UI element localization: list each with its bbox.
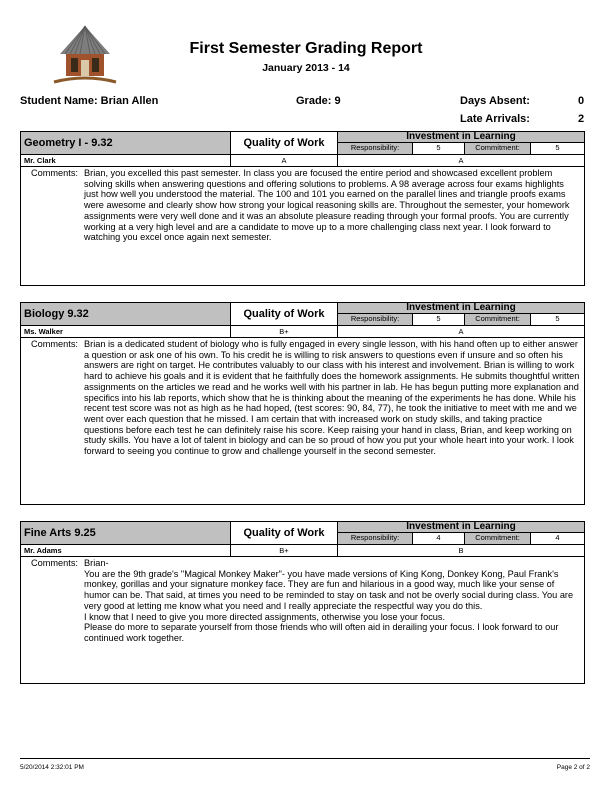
course-name: Fine Arts 9.25 — [21, 522, 231, 544]
comment-paragraph: Please do more to separate yourself from those friends who will often aid in derailing your focus. I look forward to our continued work together. — [84, 622, 559, 643]
responsibility-label: Responsibility: — [338, 533, 413, 544]
course-name: Geometry I - 9.32 — [21, 132, 231, 154]
investment-grade: B — [458, 546, 464, 555]
comments-block — [21, 557, 584, 644]
page-subtitle: January 2013 - 14 — [262, 62, 350, 74]
comments-block — [21, 338, 584, 457]
student-grade: Grade: 9 — [296, 95, 341, 107]
comments-label: Comments: — [31, 339, 78, 349]
comment-paragraph: I know that I need to give you more directed assignments, otherwise you lose your focus. — [84, 611, 446, 622]
responsibility-score: 5 — [413, 314, 465, 325]
teacher-name: Mr. Adams — [21, 545, 231, 556]
comments-label: Comments: — [31, 558, 78, 568]
school-house-logo-icon — [50, 24, 120, 92]
late-arrivals-value: 2 — [578, 113, 585, 125]
responsibility-score: 4 — [413, 533, 465, 544]
page-title: First Semester Grading Report — [189, 40, 423, 57]
commitment-label: Commitment: — [465, 314, 531, 325]
comment-paragraph: Brian- — [84, 558, 109, 568]
quality-grade: B+ — [231, 326, 338, 337]
course-section-fine-arts — [20, 521, 585, 684]
footer-datetime: 5/20/2014 2:32:01 PM — [20, 764, 84, 771]
quality-grade: B+ — [231, 545, 338, 556]
late-arrivals-label: Late Arrivals: — [460, 113, 530, 125]
course-name: Biology 9.32 — [21, 303, 231, 325]
commitment-score: 4 — [555, 533, 560, 542]
course-section-geometry — [20, 131, 585, 286]
quality-of-work-header: Quality of Work — [231, 132, 338, 154]
teacher-name: Mr. Clark — [21, 155, 231, 166]
responsibility-label: Responsibility: — [338, 143, 413, 154]
days-absent-label: Days Absent: — [460, 95, 530, 107]
student-name: Student Name: Brian Allen — [20, 95, 159, 107]
comment-paragraph: You are the 9th grade's "Magical Monkey Maker"- you have made versions of King Kong, Donkey Kong, Paul Frank's monkey, gorillas and your signature monkey face. They are fun and hilarious in a good way, much like your sense of humor can be. That said, at times you need to be reminded to stay on task and not be overly social during class. You are very good at letting me know what you need and I really appreciate the respectful way you do this. — [84, 568, 574, 611]
investment-grade: A — [458, 156, 464, 165]
quality-of-work-header: Quality of Work — [231, 303, 338, 325]
commitment-label: Commitment: — [465, 533, 531, 544]
comments-block — [21, 167, 584, 243]
footer-page-number: Page 2 of 2 — [556, 764, 590, 771]
investment-header: Investment in Learning — [338, 303, 584, 314]
investment-grade: A — [458, 327, 464, 336]
responsibility-label: Responsibility: — [338, 314, 413, 325]
comments-label: Comments: — [31, 168, 78, 178]
teacher-name: Ms. Walker — [21, 326, 231, 337]
commitment-score: 5 — [555, 314, 560, 323]
quality-of-work-header: Quality of Work — [231, 522, 338, 544]
course-section-biology — [20, 302, 585, 505]
investment-header: Investment in Learning — [338, 132, 584, 143]
commitment-score: 5 — [555, 143, 560, 152]
footer-divider — [20, 758, 590, 759]
responsibility-score: 5 — [413, 143, 465, 154]
comment-paragraph: Brian is a dedicated student of biology who is fully engaged in every single lesson, with his hand often up to either answer a question or ask one of his own. To his credit he is willing to risk answers to questions even if unsure and so often his answers are right on target. He contributes valuably to our class with his interest and involvement. Brian is willing to work hard to achieve his goals and it is evident that he faithfully does the homework assignments. He submits thoughtful written assignments on the articles we read and he works well with his partner in lab. He has begun putting more explanation and specifics into his lab reports, which show that he is thinking about the meaning of the experiments he has done. While his recent test score was not as high as he had hoped, (test scores: 90, 84, 77), he took the initiative to meet with me and we went over each question that he missed. I am certain that with increased work on study skills, and taking practice questions before each test he can definitely raise his score. Keep raising your hand in class, Brian, and keep working on study skills. You have a lot of talent in biology and can be so proud of how you put your whole heart into your work. I look forward to seeing you continue to grow and challenge yourself in the second semester. — [84, 339, 580, 457]
comment-paragraph: Brian, you excelled this past semester. In class you are focused the entire period and showcased excellent problem solving skills when answering questions and offering solutions to problems. A 98 average across four exams highlights just how well you understood the material. The 100 and 101 you earned on the parallel lines and triangle proofs exams were awesome and clearly show how strong your logical reasoning skills are. Throughout the semester, your homework assignments were very well done and it was an absolute pleasure reading through your formal proofs. You are currently working at a very high level and are a candidate to move up to a more challenging class next year. I look forward to watching you excel once again next semester. — [84, 168, 570, 243]
commitment-label: Commitment: — [465, 143, 531, 154]
days-absent-value: 0 — [578, 95, 585, 107]
quality-grade: A — [231, 155, 338, 166]
investment-header: Investment in Learning — [338, 522, 584, 533]
